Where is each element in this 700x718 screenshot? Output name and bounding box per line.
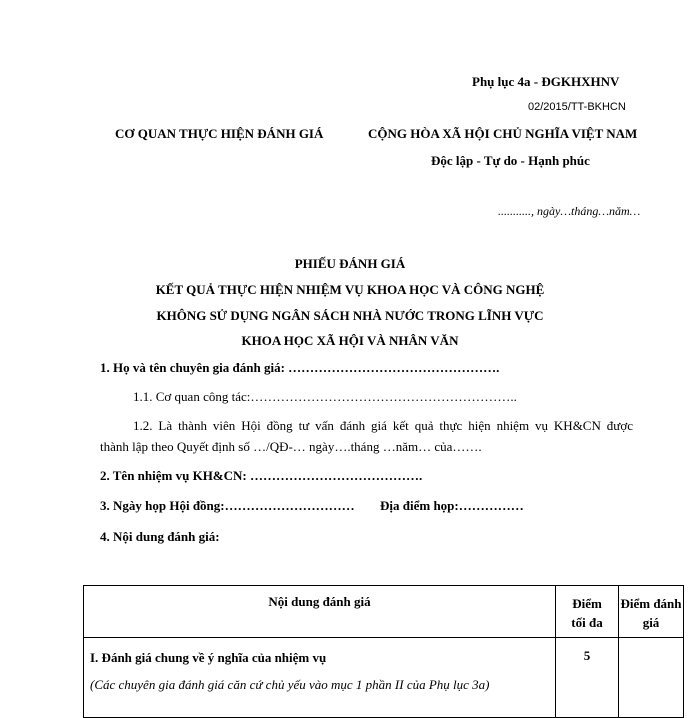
header-content-label: Nội dung đánh giá xyxy=(268,594,371,609)
row-score-cell[interactable] xyxy=(619,638,684,718)
section-workplace: 1.1. Cơ quan công tác:…………………………………………………….. xyxy=(133,389,517,404)
row-content xyxy=(84,638,556,718)
header-given-score xyxy=(619,586,684,638)
section-evaluation-content: 4. Nội dung đánh giá: xyxy=(100,529,220,544)
evaluation-table xyxy=(83,585,684,718)
header-score-line-2: giá xyxy=(642,615,660,630)
circular-number: 02/2015/TT-BKHCN xyxy=(528,101,626,113)
form-subtitle-line-3: KHOA HỌC XÃ HỘI VÀ NHÂN VĂN xyxy=(241,333,459,348)
section-meeting-place: Địa điểm họp:…………… xyxy=(380,498,524,513)
appendix-label: Phụ lục 4a - ĐGKHXHNV xyxy=(472,74,620,89)
header-max-line-1: Điểm xyxy=(572,596,602,611)
section-council-member-line-2: thành lập theo Quyết định số …/QĐ-… ngày….tháng …năm… của……. xyxy=(100,439,482,454)
header-content xyxy=(84,586,556,638)
section-meeting-date: 3. Ngày họp Hội đồng:………………………… xyxy=(100,498,355,513)
agency-heading: CƠ QUAN THỰC HIỆN ĐÁNH GIÁ xyxy=(115,126,324,141)
row-title: I. Đánh giá chung về ý nghĩa của nhiệm vụ xyxy=(90,650,327,665)
header-max-line-2: tối đa xyxy=(571,615,603,630)
row-max-score: 5 xyxy=(556,638,619,718)
form-subtitle-line-1: KẾT QUẢ THỰC HIỆN NHIỆM VỤ KHOA HỌC VÀ CÔNG NGHỆ xyxy=(155,282,545,297)
form-title: PHIẾU ĐÁNH GIÁ xyxy=(294,256,406,271)
row-note: (Các chuyên gia đánh giá căn cứ chủ yếu vào mục 1 phần II của Phụ lục 3a) xyxy=(90,677,490,692)
section-task-name: 2. Tên nhiệm vụ KH&CN: …………………………………. xyxy=(100,468,423,483)
national-motto: Độc lập - Tự do - Hạnh phúc xyxy=(431,153,590,168)
table-header-row xyxy=(84,586,684,638)
section-council-member-line-1: 1.2. Là thành viên Hội đồng tư vấn đánh giá kết quả thực hiện nhiệm vụ KH&CN được xyxy=(133,418,633,433)
section-expert-name: 1. Họ và tên chuyên gia đánh giá: …………………………………………. xyxy=(100,360,500,375)
dateline: ..........., ngày…tháng…năm… xyxy=(498,204,641,218)
table-row xyxy=(84,638,684,718)
form-subtitle-line-2: KHÔNG SỬ DỤNG NGÂN SÁCH NHÀ NƯỚC TRONG LĨNH VỰC xyxy=(156,308,544,323)
republic-heading: CỘNG HÒA XÃ HỘI CHỦ NGHĨA VIỆT NAM xyxy=(368,126,638,141)
header-max-score xyxy=(556,586,619,638)
header-score-line-1: Điểm đánh xyxy=(620,596,682,611)
